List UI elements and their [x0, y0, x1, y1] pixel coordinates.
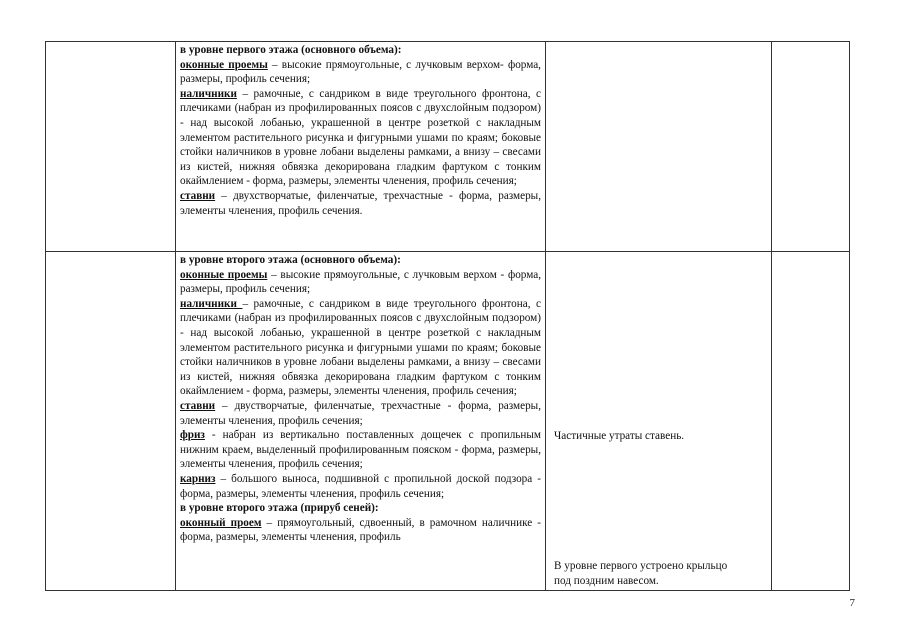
table-cell-empty	[46, 42, 176, 252]
section-heading: в уровне первого этажа (основного объема):	[180, 44, 402, 56]
section-heading: в уровне второго этажа (прируб сеней):	[180, 502, 379, 515]
element-text: – высокие прямоугольные, с лучковым верхом - форма, размеры, профиль сечения;	[180, 268, 541, 296]
element-description	[180, 268, 541, 297]
element-term: карниз	[180, 472, 216, 485]
element-text: – большого выноса, подшивной с пропильной доской подзора - форма, размеры, элементы членения, профиль сечения;	[180, 472, 541, 500]
protected-elements-table	[45, 41, 850, 591]
element-term: оконный проем	[180, 516, 262, 529]
element-text: – рамочные, с сандриком в виде треугольного фронтона, с плечиками (набран из профилированных поясов с двухслойным подзором) - над высокой лобанью, украшенной в центре розеткой с накладным элементом растительного рисунка и фигурными ушами по краям; боковые стойки наличников в уровне лобани выделены рамками, а внизу – свесами из кистей, нижняя обвязка декорирована гладким фартуком с тонким окаймлением - форма, размеры, элементы членения, профиль сечения;	[180, 297, 541, 398]
element-description	[180, 399, 541, 428]
description-cell	[176, 252, 546, 591]
table-row	[46, 42, 850, 252]
element-description	[180, 189, 541, 218]
element-term: наличники	[180, 87, 237, 100]
table-cell-empty	[546, 42, 772, 252]
page-number: 7	[849, 597, 855, 609]
element-description	[180, 516, 541, 545]
element-term: ставни	[180, 189, 216, 202]
element-description	[180, 87, 541, 189]
element-text: - набран из вертикально поставленных дощечек с пропильным нижним краем, выделенный профилированным пояском - форма, размеры, элементы членения, профиль сечения;	[180, 429, 541, 471]
element-term: оконные проемы	[180, 58, 268, 71]
note-shutters-loss: Частичные утраты ставень.	[554, 430, 685, 442]
table-cell-empty	[46, 252, 176, 591]
description-cell	[176, 42, 546, 252]
table-cell-empty	[772, 42, 850, 252]
element-description	[180, 58, 541, 87]
element-text: – двухстворчатые, филенчатые, трехчастные - форма, размеры, элементы членения, профиль сечения.	[180, 189, 541, 217]
notes-cell	[546, 252, 772, 591]
table-row	[46, 252, 850, 591]
element-description	[180, 297, 541, 399]
table-cell-empty	[772, 252, 850, 591]
element-term: наличники	[180, 297, 243, 310]
note-porch	[554, 559, 770, 588]
element-term: фриз	[180, 429, 205, 442]
note-porch-line-1: В уровне первого устроено крыльцо	[554, 560, 728, 572]
element-text: – прямоугольный, сдвоенный, в рамочном наличнике - форма, размеры, элементы членения, профиль	[180, 516, 541, 544]
section-heading: в уровне второго этажа (основного объема):	[180, 254, 401, 266]
element-term: оконные проемы	[180, 268, 268, 281]
element-text: – двустворчатые, филенчатые, трехчастные - форма, размеры, элементы членения, профиль сечения;	[180, 399, 541, 427]
element-description	[180, 428, 541, 472]
element-text: – высокие прямоугольные, с лучковым верхом- форма, размеры, профиль сечения;	[180, 58, 541, 86]
element-description	[180, 472, 541, 501]
element-text: – рамочные, с сандриком в виде треугольного фронтона, с плечиками (набран из профилированных поясов с двухслойным подзором) - над высокой лобанью, украшенной в центре розеткой с накладным элементом растительного рисунка и фигурными ушами по краям; боковые стойки наличников в уровне лобани выделены рамками, а внизу – свесами из кистей, нижняя обвязка декорирована гладким фартуком с тонким окаймлением - форма, размеры, элементы членения, профиль сечения;	[180, 87, 541, 188]
element-term: ставни	[180, 399, 216, 412]
note-porch-line-2: под поздним навесом.	[554, 574, 659, 587]
